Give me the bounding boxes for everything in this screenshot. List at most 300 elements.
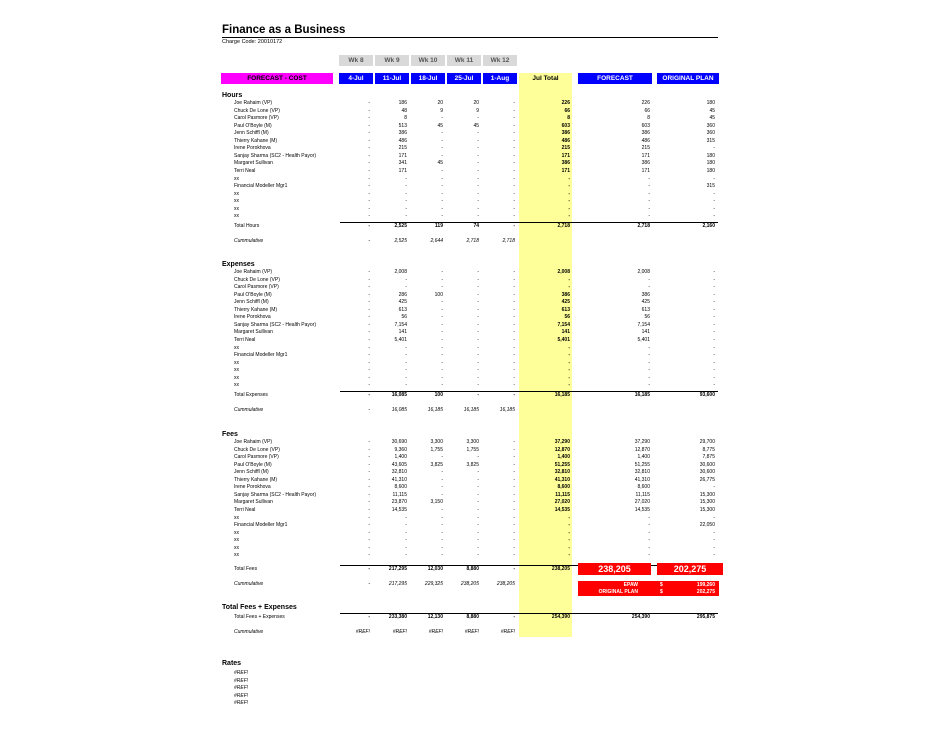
row-value: -	[405, 213, 407, 220]
row-value: -	[441, 183, 443, 190]
row-value: -	[441, 382, 443, 389]
row-label: xx	[234, 382, 239, 389]
total-value: 254,390	[631, 614, 650, 620]
row-label: Terri Neal	[234, 167, 256, 174]
row-value: 386	[641, 291, 650, 298]
row-value: 3,825	[466, 461, 479, 468]
row-label: Chuck De Lone (VP)	[234, 107, 280, 114]
cumulative-value: 16,185	[427, 407, 443, 413]
row-value: -	[568, 205, 570, 212]
row-value: -	[441, 145, 443, 152]
row-value: -	[713, 552, 715, 559]
row-value: -	[368, 506, 370, 513]
fees-row	[0, 477, 950, 485]
row-value: -	[368, 552, 370, 559]
expenses-row	[0, 375, 950, 383]
total-value: 93,600	[699, 392, 715, 398]
epaw-currency: $	[660, 582, 663, 588]
row-value: 56	[644, 314, 650, 321]
row-value: -	[713, 314, 715, 321]
row-value: -	[477, 382, 479, 389]
row-value: -	[368, 213, 370, 220]
row-value: -	[368, 291, 370, 298]
row-value: -	[368, 299, 370, 306]
row-value: -	[477, 299, 479, 306]
row-value: -	[368, 152, 370, 159]
row-value: 14,535	[391, 506, 407, 513]
expenses-row	[0, 277, 950, 285]
row-value: -	[513, 299, 515, 306]
row-value: -	[441, 476, 443, 483]
rates-heading: Rates	[222, 660, 242, 667]
hours-row	[0, 183, 950, 191]
total-value: -	[368, 392, 370, 398]
row-value: 23,870	[391, 499, 407, 506]
row-value: 8,600	[637, 484, 650, 491]
row-value: -	[648, 190, 650, 197]
row-value: -	[477, 167, 479, 174]
row-value: -	[713, 269, 715, 275]
cumulative-value: 16,185	[463, 407, 479, 413]
week-label: Wk 9	[375, 55, 409, 66]
forecast-header: FORECAST	[578, 73, 652, 84]
row-value: 45	[437, 122, 443, 129]
row-value: -	[441, 529, 443, 536]
row-value: -	[513, 499, 515, 506]
row-value: -	[368, 269, 370, 275]
row-value: -	[441, 314, 443, 321]
row-value: -	[648, 537, 650, 544]
row-value: -	[713, 359, 715, 366]
row-value: 1,400	[637, 454, 650, 461]
row-value: -	[568, 382, 570, 389]
row-value: -	[568, 359, 570, 366]
row-value: -	[368, 314, 370, 321]
row-value: 9,360	[394, 446, 407, 453]
row-value: -	[368, 544, 370, 551]
row-value: -	[477, 476, 479, 483]
row-label: Irene Porokhova	[234, 145, 271, 152]
jul-total-header: Jul Total	[519, 73, 572, 84]
fees-row	[0, 454, 950, 462]
row-value: -	[368, 446, 370, 453]
row-label: Jenn Schiffl (M)	[234, 469, 269, 476]
total-value: 16,185	[634, 392, 650, 398]
hours-row	[0, 130, 950, 138]
row-value: 141	[561, 329, 570, 336]
hours-row	[0, 160, 950, 168]
row-value: -	[513, 145, 515, 152]
row-value: -	[713, 529, 715, 536]
row-value: 613	[398, 306, 407, 313]
epaw-box	[578, 581, 719, 596]
row-value: -	[513, 476, 515, 483]
row-value: -	[405, 359, 407, 366]
week-label: Wk 10	[411, 55, 445, 66]
row-value: -	[513, 491, 515, 498]
row-value: 30,690	[391, 439, 407, 445]
cumulative-value: -	[368, 581, 370, 587]
fees-row	[0, 499, 950, 507]
cumulative-value: 2,644	[430, 238, 443, 244]
row-value: -	[368, 469, 370, 476]
row-value: -	[513, 382, 515, 389]
row-value: -	[568, 213, 570, 220]
total-value: 12,030	[427, 566, 443, 572]
row-value: -	[368, 183, 370, 190]
row-value: -	[513, 514, 515, 521]
row-value: 341	[398, 160, 407, 167]
fees-row	[0, 530, 950, 538]
row-value: -	[648, 284, 650, 291]
row-value: 32,810	[634, 469, 650, 476]
row-value: 15,300	[699, 506, 715, 513]
row-value: -	[713, 205, 715, 212]
row-value: -	[368, 344, 370, 351]
row-value: -	[648, 344, 650, 351]
forecast-cost-header: FORECAST - COST	[221, 73, 333, 84]
row-value: -	[368, 137, 370, 144]
row-value: -	[513, 205, 515, 212]
row-value: 180	[706, 100, 715, 106]
row-value: 2,008	[557, 269, 570, 275]
total-value: 8,880	[466, 614, 479, 620]
row-value: 180	[706, 152, 715, 159]
date-header: 11-Jul	[375, 73, 409, 84]
row-value: -	[405, 514, 407, 521]
row-value: 66	[564, 107, 570, 114]
row-value: -	[477, 374, 479, 381]
row-value: -	[513, 100, 515, 106]
fees-row	[0, 447, 950, 455]
row-value: -	[477, 291, 479, 298]
row-value: -	[368, 107, 370, 114]
total-label: Total Fees	[234, 566, 258, 572]
expenses-row	[0, 314, 950, 322]
row-value: -	[513, 152, 515, 159]
row-value: 66	[644, 107, 650, 114]
total-value: 8,880	[466, 566, 479, 572]
cumulative-value: 217,295	[388, 581, 407, 587]
fees-row	[0, 522, 950, 530]
row-value: 215	[398, 145, 407, 152]
row-value: 3,150	[430, 499, 443, 506]
hours-row	[0, 123, 950, 131]
row-value: -	[441, 213, 443, 220]
row-label: xx	[234, 367, 239, 374]
row-value: -	[441, 367, 443, 374]
date-header: 18-Jul	[411, 73, 445, 84]
row-value: 9	[440, 107, 443, 114]
total-value: -	[513, 566, 515, 572]
row-value: -	[441, 352, 443, 359]
row-value: 603	[561, 122, 570, 129]
row-value: -	[441, 336, 443, 343]
row-value: -	[713, 213, 715, 220]
row-value: -	[477, 152, 479, 159]
row-value: 7,154	[637, 321, 650, 328]
row-value: -	[368, 522, 370, 529]
row-value: 386	[561, 160, 570, 167]
row-value: 11,115	[392, 491, 407, 498]
row-value: 32,810	[554, 469, 570, 476]
hours-row	[0, 213, 950, 221]
row-value: 51,255	[554, 461, 570, 468]
cumulative-value: #REF!	[355, 629, 370, 635]
row-value: 45	[437, 160, 443, 167]
row-value: -	[513, 537, 515, 544]
hours-row	[0, 168, 950, 176]
row-value: 8	[567, 115, 570, 122]
hours-section-heading: Hours	[222, 92, 243, 99]
total-value: -	[513, 223, 515, 229]
row-value: -	[477, 352, 479, 359]
row-value: -	[368, 167, 370, 174]
row-value: -	[368, 529, 370, 536]
row-value: -	[513, 529, 515, 536]
row-value: -	[513, 137, 515, 144]
row-value: -	[568, 552, 570, 559]
row-value: -	[368, 205, 370, 212]
row-value: -	[477, 115, 479, 122]
row-value: 486	[561, 137, 570, 144]
row-value: -	[713, 367, 715, 374]
rate-value: #REF!	[234, 700, 249, 707]
row-value: -	[405, 352, 407, 359]
week-label: Wk 8	[339, 55, 373, 66]
row-value: -	[568, 276, 570, 283]
row-value: -	[405, 183, 407, 190]
row-value: -	[368, 160, 370, 167]
row-value: -	[713, 484, 715, 491]
row-value: -	[568, 374, 570, 381]
row-value: -	[441, 190, 443, 197]
row-label: Carol Pasmore (VP)	[234, 454, 279, 461]
row-label: Sanjay Sharma (SC2 - Health Payor)	[234, 491, 316, 498]
row-value: -	[441, 522, 443, 529]
row-value: 9	[476, 107, 479, 114]
cumulative-value: 238,205	[460, 581, 479, 587]
row-value: 613	[561, 306, 570, 313]
row-value: -	[477, 469, 479, 476]
row-value: 425	[561, 299, 570, 306]
total-value: 2,525	[394, 223, 407, 229]
row-value: 360	[706, 130, 715, 137]
row-value: -	[368, 100, 370, 106]
row-value: -	[568, 537, 570, 544]
row-value: -	[713, 352, 715, 359]
expenses-row	[0, 299, 950, 307]
row-value: -	[568, 514, 570, 521]
row-value: -	[648, 198, 650, 205]
fees-row	[0, 492, 950, 500]
row-value: 56	[564, 314, 570, 321]
row-value: 20	[437, 100, 443, 106]
fees-row	[0, 462, 950, 470]
row-value: 386	[641, 130, 650, 137]
row-value: 141	[641, 329, 650, 336]
row-value: -	[648, 544, 650, 551]
row-label: xx	[234, 544, 239, 551]
row-value: 171	[398, 167, 407, 174]
row-value: -	[441, 514, 443, 521]
row-value: -	[648, 359, 650, 366]
row-value: 2,008	[637, 269, 650, 275]
total-value: -	[513, 392, 515, 398]
row-value: -	[477, 284, 479, 291]
expenses-section-heading: Expenses	[222, 261, 255, 268]
row-label: xx	[234, 529, 239, 536]
row-value: 315	[706, 183, 715, 190]
row-value: 100	[434, 291, 443, 298]
row-value: -	[513, 107, 515, 114]
row-label: xx	[234, 344, 239, 351]
row-value: -	[368, 352, 370, 359]
row-value: -	[568, 284, 570, 291]
row-value: -	[477, 499, 479, 506]
row-value: -	[513, 190, 515, 197]
row-value: 41,310	[634, 476, 650, 483]
row-value: 215	[641, 145, 650, 152]
row-label: Joe Rahaim (VP)	[234, 439, 273, 445]
row-value: -	[477, 130, 479, 137]
row-value: 41,310	[391, 476, 407, 483]
row-value: -	[648, 522, 650, 529]
row-value: -	[713, 190, 715, 197]
row-label: Jenn Schiffl (M)	[234, 299, 269, 306]
hours-cumulative-row	[0, 238, 950, 246]
row-value: 171	[561, 167, 570, 174]
row-label: Jenn Schiffl (M)	[234, 130, 269, 137]
expenses-row	[0, 269, 950, 277]
row-label: xx	[234, 198, 239, 205]
row-value: -	[713, 284, 715, 291]
row-value: 603	[641, 122, 650, 129]
cumulative-label: Cummulative	[234, 407, 264, 413]
row-value: 30,600	[699, 461, 715, 468]
row-value: 613	[641, 306, 650, 313]
row-value: -	[513, 544, 515, 551]
row-value: -	[568, 529, 570, 536]
row-value: 386	[641, 160, 650, 167]
row-value: 15,300	[699, 499, 715, 506]
row-value: 7,875	[702, 454, 715, 461]
row-value: -	[713, 198, 715, 205]
row-value: -	[513, 439, 515, 445]
row-value: 171	[561, 152, 570, 159]
row-value: -	[477, 506, 479, 513]
row-value: -	[441, 329, 443, 336]
row-value: -	[441, 175, 443, 182]
row-value: -	[513, 160, 515, 167]
row-value: -	[477, 306, 479, 313]
expenses-row	[0, 329, 950, 337]
rate-value: #REF!	[234, 670, 249, 676]
total-value: 238,205	[551, 566, 570, 572]
fees-section-heading: Fees	[222, 431, 238, 438]
row-value: 513	[398, 122, 407, 129]
row-value: 171	[641, 152, 650, 159]
row-value: -	[513, 167, 515, 174]
row-value: -	[441, 544, 443, 551]
row-value: 7,154	[557, 321, 570, 328]
row-value: -	[368, 484, 370, 491]
row-value: -	[441, 152, 443, 159]
row-value: 1,400	[557, 454, 570, 461]
row-value: -	[477, 359, 479, 366]
hours-row	[0, 108, 950, 116]
fees-row	[0, 439, 950, 447]
row-value: 226	[641, 100, 650, 106]
row-value: -	[648, 205, 650, 212]
row-label: Margaret Sullivan	[234, 499, 273, 506]
total-value: 2,718	[557, 223, 570, 229]
total-value: 119	[434, 223, 443, 229]
row-value: -	[513, 374, 515, 381]
row-value: 5,401	[557, 336, 570, 343]
row-value: -	[441, 359, 443, 366]
row-value: 14,535	[634, 506, 650, 513]
row-value: 180	[706, 167, 715, 174]
row-value: -	[368, 499, 370, 506]
hours-total-row	[0, 223, 950, 231]
row-value: 8	[404, 115, 407, 122]
epaw-value: 199,260	[696, 582, 715, 588]
row-value: 3,300	[430, 439, 443, 445]
total-label: Total Expenses	[234, 392, 268, 398]
total-value: 2,160	[702, 223, 715, 229]
row-value: -	[477, 137, 479, 144]
row-value: -	[368, 130, 370, 137]
row-value: 315	[706, 137, 715, 144]
row-value: -	[441, 484, 443, 491]
row-value: -	[513, 183, 515, 190]
row-value: -	[568, 190, 570, 197]
expenses-row	[0, 307, 950, 315]
row-value: -	[405, 190, 407, 197]
fees-row	[0, 515, 950, 523]
row-label: Sanjay Sharma (SC2 - Health Payor)	[234, 321, 316, 328]
row-label: Financial Modeller Mgr1	[234, 352, 288, 359]
rate-value: #REF!	[234, 677, 249, 684]
row-value: -	[477, 276, 479, 283]
row-value: -	[513, 276, 515, 283]
row-label: xx	[234, 359, 239, 366]
total-value: 2,718	[637, 223, 650, 229]
orig-plan-value: 202,275	[696, 589, 715, 595]
cumulative-value: #REF!	[428, 629, 443, 635]
row-value: -	[713, 329, 715, 336]
row-label: xx	[234, 175, 239, 182]
row-value: 27,020	[554, 499, 570, 506]
row-label: Joe Rahaim (VP)	[234, 100, 273, 106]
row-value: -	[713, 374, 715, 381]
hours-row	[0, 198, 950, 206]
row-label: xx	[234, 537, 239, 544]
hours-row	[0, 115, 950, 123]
row-value: -	[405, 522, 407, 529]
row-value: -	[568, 352, 570, 359]
row-value: -	[477, 183, 479, 190]
hours-row	[0, 145, 950, 153]
row-value: 1,755	[466, 446, 479, 453]
expenses-row	[0, 284, 950, 292]
row-value: 29,700	[699, 439, 715, 445]
row-value: -	[441, 198, 443, 205]
row-value: 11,115	[555, 491, 570, 498]
row-value: -	[368, 537, 370, 544]
fees-cumulative-row	[0, 581, 950, 589]
